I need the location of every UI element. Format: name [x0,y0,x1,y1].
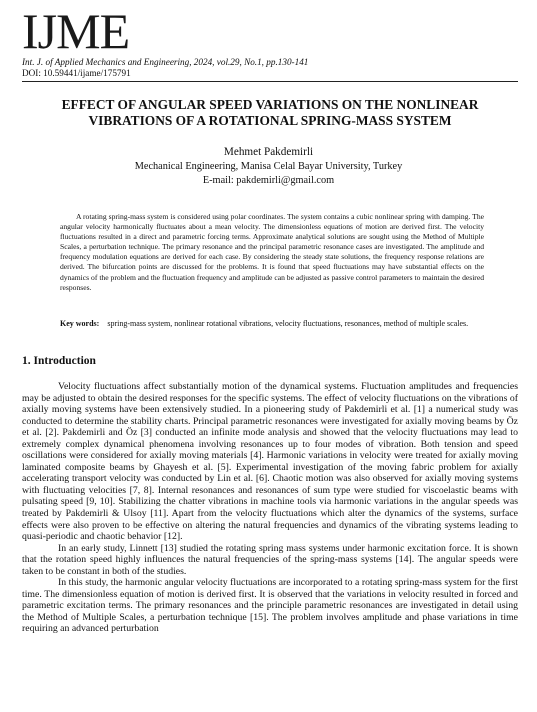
title-line-2: VIBRATIONS OF A ROTATIONAL SPRING-MASS SYSTEM [88,113,452,128]
header-divider [22,81,518,82]
journal-citation: Int. J. of Applied Mechanics and Engineering, 2024, vol.29, No.1, pp.130-141 [22,57,309,67]
article-title [30,97,510,129]
keywords-label: Key words: [60,319,100,328]
section-body [22,381,518,635]
paragraph: In an early study, Linnett [13] studied the rotating spring mass systems under harmonic excitation force. It is shown that the rotation speed highly influences the natural frequencies of the spring-mass systems [14]. The angular speeds were taken to be constant in both of the studies. [22,542,518,577]
journal-logo: IJME [22,3,130,59]
abstract: A rotating spring-mass system is considered using polar coordinates. The system contains a cubic nonlinear spring with damping. The angular velocity harmonically fluctuates about a mean velocity. The dimensionless equations of motion are derived first. The velocity fluctuations resulted in a direct and parametric forcing terms. Approximate analytical solutions are sought using the Method of Multiple Scales, a perturbation technique. The primary resonance and the principal parametric resonance cases are investigated. The amplitude and frequency modulation equations are derived for each case. By considering the steady state solutions, the frequency response relations are derived. The bifurcation points are discussed for the problems. It is found that speed fluctuations may have substantial effects on the dynamics of the problem and the fluctuation frequency and amplitude can be adjusted as passive control parameters to maintain the desired responses. [60,212,484,292]
doi-line: DOI: 10.59441/ijame/175791 [22,68,131,78]
author-affiliation: Mechanical Engineering, Manisa Celal Bayar University, Turkey [134,161,403,172]
title-line-1: EFFECT OF ANGULAR SPEED VARIATIONS ON THE NONLINEAR [61,97,479,112]
paragraph: In this study, the harmonic angular velocity fluctuations are incorporated to a rotating spring-mass system for the first time. The dimensionless equation of motion is derived first. It is observed that the variations in velocity resulted in forced and parametric excitation terms. The primary resonances and the principle parametric resonances are investigated in detail using the Method of Multiple Scales, a perturbation technique [15]. The problem involves amplitude and phase variations in time requiring an advanced perturbation [22,577,518,635]
author-name: Mehmet Pakdemirli [223,146,314,158]
keywords-text: spring-mass system, nonlinear rotational vibrations, velocity fluctuations, resonances, method of multiple scales. [107,319,469,328]
author-email: E-mail: pakdemirli@gmail.com [202,175,335,186]
keywords [60,319,490,330]
section-heading: 1. Introduction [22,355,96,367]
paragraph: Velocity fluctuations affect substantially motion of the dynamical systems. Fluctuation amplitudes and frequencies may be adjusted to obtain the desired responses for the specific systems. The effect of velocity fluctuations on the vibrations of axially moving systems have been extensively studied. In a pioneering study of Pakdemirli et al. [1] a numerical study was conducted to determine the stability charts. Principal parametric resonances were investigated for axially moving beams by Öz et al. [2]. Pakdemirli and Öz [3] conducted an infinite mode analysis and showed that the velocity fluctuations may lead to extremely complex dynamical phenomena involving resonances up to four modes of vibration. Both tension and speed oscillations were considered for axially moving materials [4]. Harmonic variations in velocity were treated for axially moving laminated composite beams by Ghayesh et al. [5]. Experimental investigation of the moving fabric problem for axially accelerating transport velocity was conducted by Lin et al. [6]. Chaotic motion was also observed for axially moving systems with fluctuating velocities [7, 8]. Internal resonances and resonances of sum type were studied for viscoelastic beams with pulsating speed [9, 10]. Stabilizing the chatter vibrations in machine tools via harmonic variations in the angular speeds was treated by Pakdemirli & Ulsoy [11]. Apart from the velocity fluctuations which alter the dynamics of the systems, surface effects were also proven to be effective on altering the natural frequencies and dynamics of the vibrating systems leading to quasi-periodic and chaotic behavior [12]. [22,381,518,543]
